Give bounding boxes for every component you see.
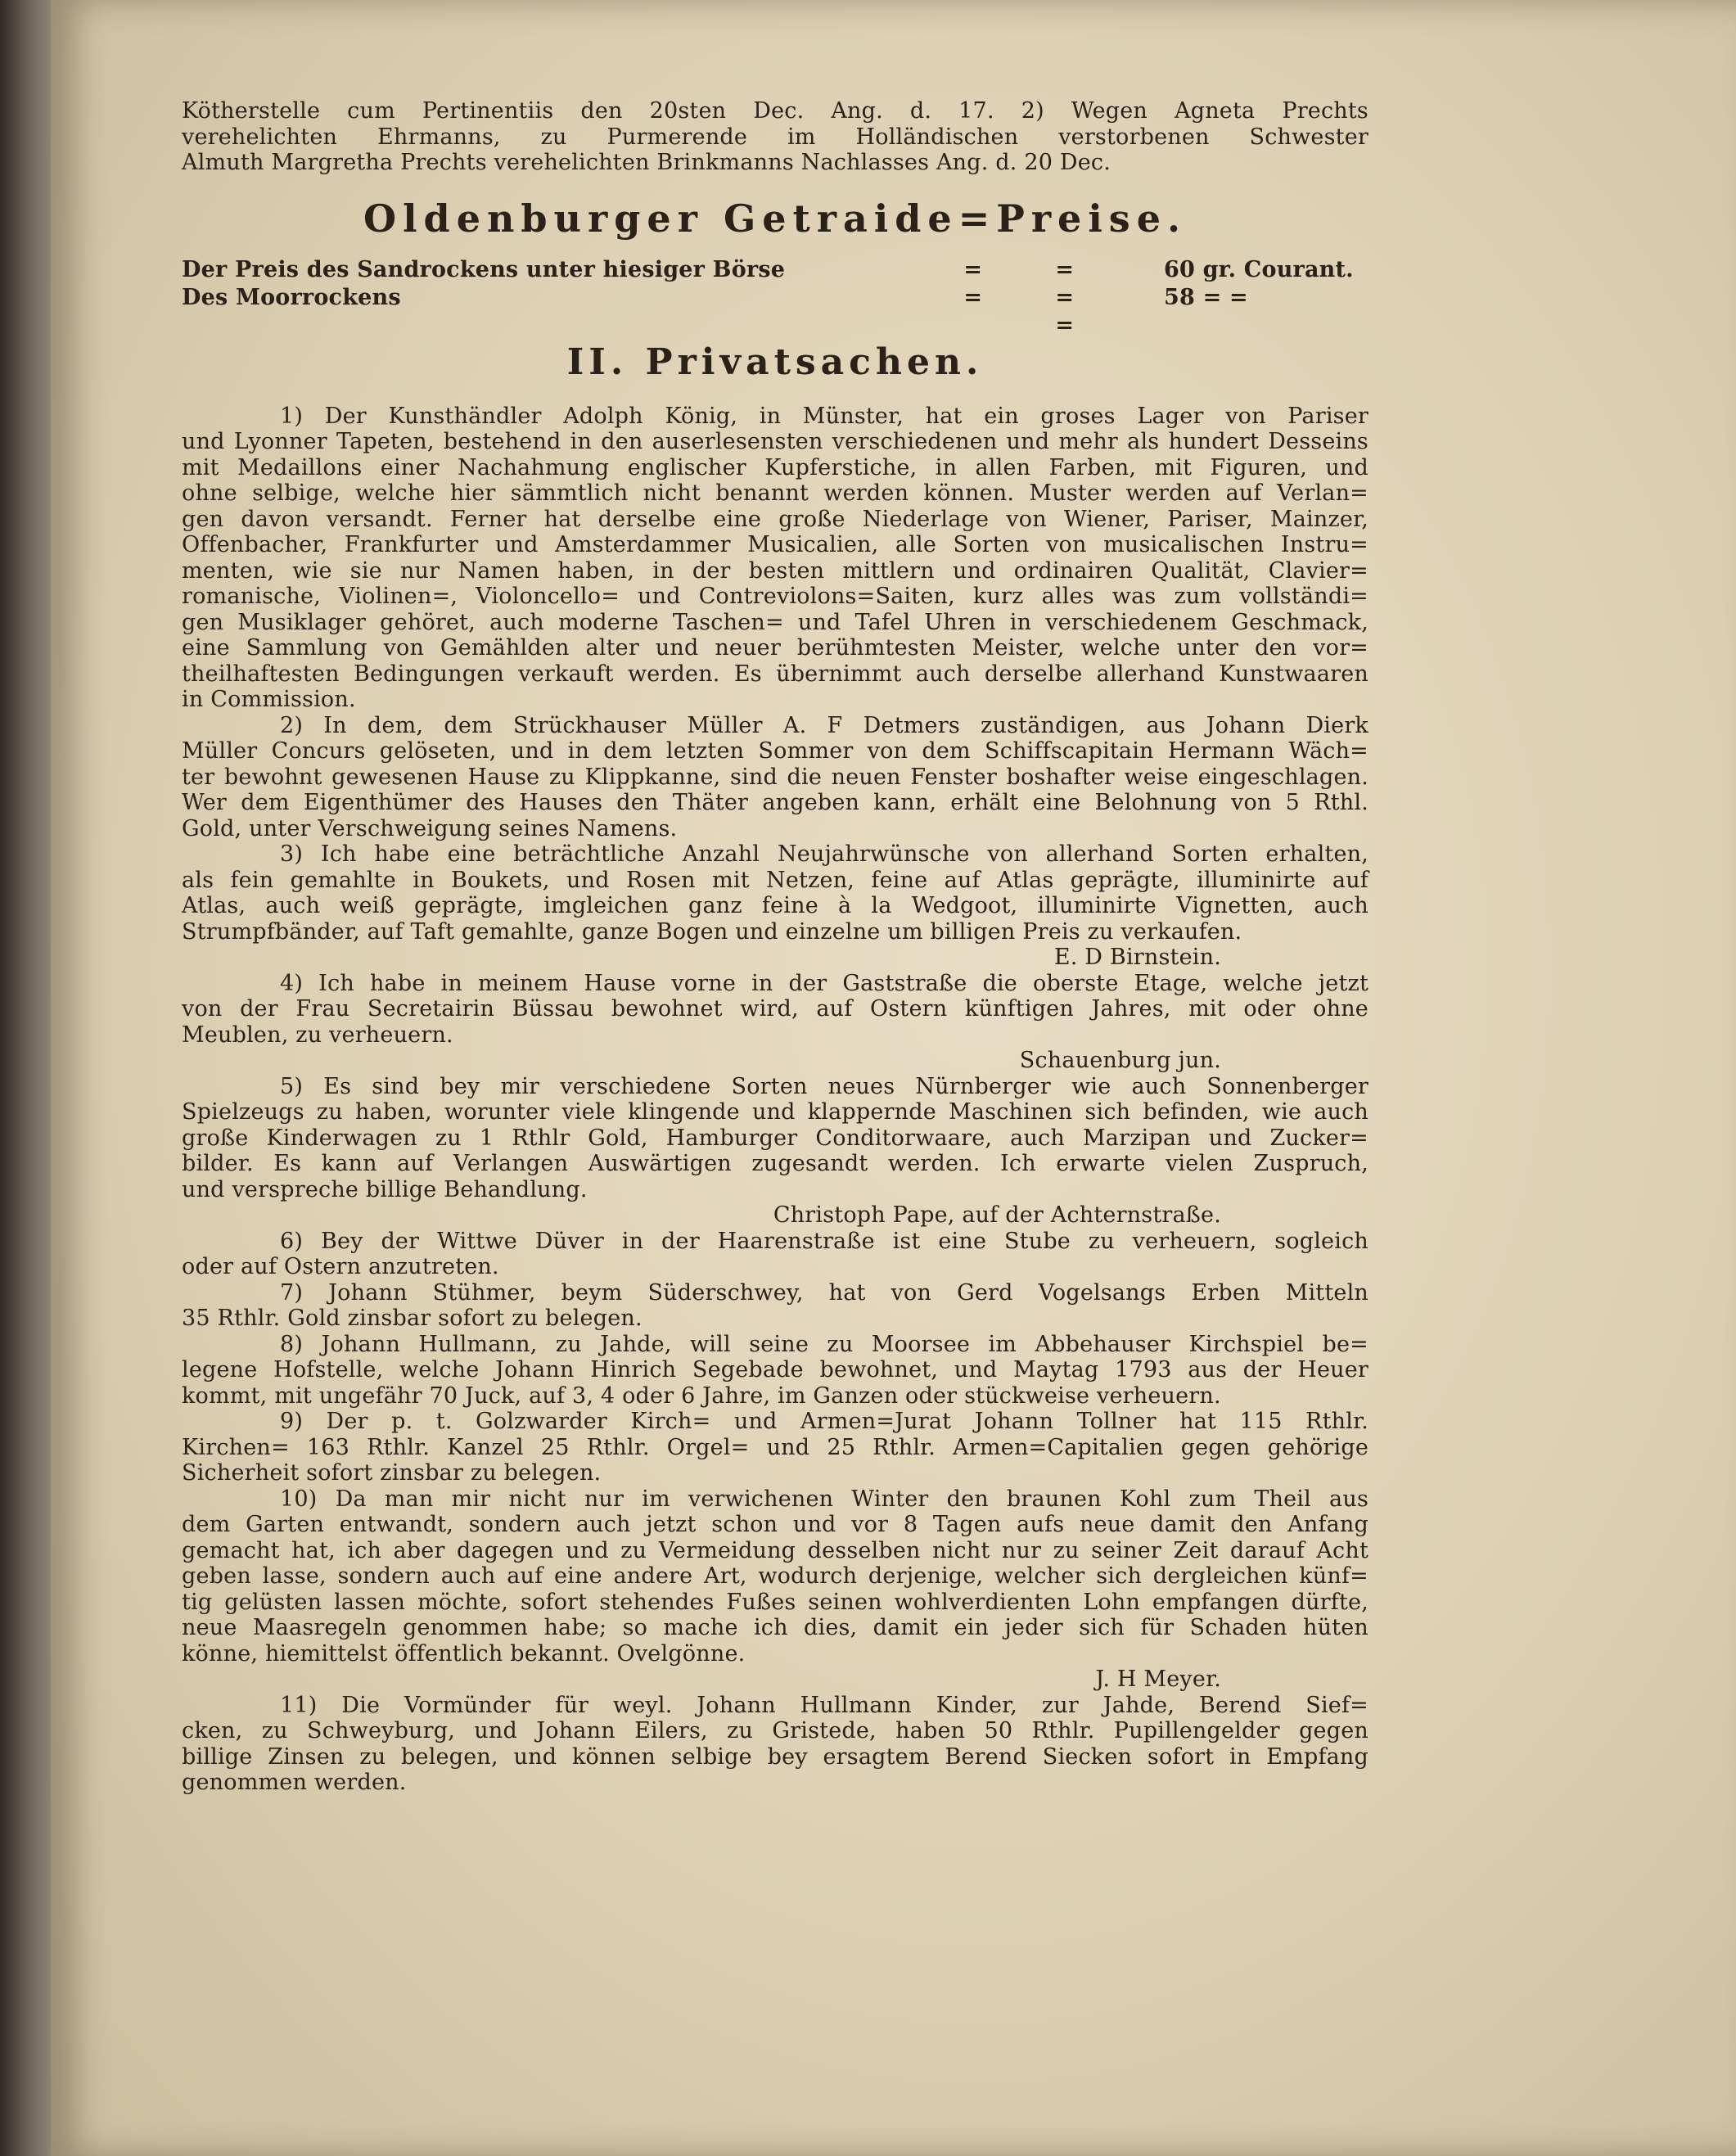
notice-line: 6) Bey der Wittwe Düver in der Haarenstraße ist eine Stube zu verheuern, sogleich — [280, 1228, 1369, 1254]
notice-line: und verspreche billige Behandlung. — [182, 1176, 588, 1202]
notice-line: eine Sammlung von Gemählden alter und neuer berühmtesten Meister, welche unter den vor= — [182, 635, 1369, 661]
notice-line: Meublen, zu verheuern. — [182, 1022, 453, 1048]
notice-paragraph — [182, 1229, 1369, 1280]
notice-line: gen davon versandt. Ferner hat derselbe eine große Niederlage von Wiener, Pariser, Mainzer, — [182, 506, 1369, 532]
grain-prices-heading: Oldenburger Getraide=Preise. — [363, 196, 1187, 241]
top-line: Almuth Margretha Prechts verehelichten Brinkmanns Nachlasses Ang. d. 20 Dec. — [182, 150, 1111, 175]
notice-line: 9) Der p. t. Golzwarder Kirch= und Armen=Jurat Johann Tollner hat 115 Rthlr. — [280, 1409, 1369, 1434]
price-value: 60 gr. Courant. — [1164, 256, 1354, 282]
notice-line: Sicherheit sofort zinsbar zu belegen. — [182, 1460, 602, 1486]
notice-line: 35 Rthlr. Gold zinsbar sofort zu belegen. — [182, 1306, 643, 1331]
notice-line: Strumpfbänder, auf Taft gemahlte, ganze Bogen und einzelne um billigen Preis zu verkaufen. — [182, 918, 1242, 945]
notice-line: tig gelüsten lassen möchte, sofort stehendes Fußes seinen wohlverdienten Lohn empfangen dürfte, — [182, 1589, 1369, 1615]
notice-paragraph — [182, 1074, 1369, 1229]
notice-line: genommen werden. — [182, 1770, 407, 1795]
notice-line: legene Hofstelle, welche Johann Hinrich Segebade bewohnet, und Maytag 1793 aus der Heuer — [182, 1357, 1369, 1382]
notice-line: kommt, mit ungefähr 70 Juck, auf 3, 4 oder 6 Jahre, im Ganzen oder stückweise verheuern. — [182, 1382, 1221, 1409]
notice-line: Gold, unter Verschweigung seines Namens. — [182, 815, 678, 841]
price-label: Der Preis des Sandrockens unter hiesiger Börse — [182, 256, 786, 282]
notice-line: cken, zu Schweyburg, und Johann Eilers, zu Gristede, haben 50 Rthlr. Pupillengelder gegen — [182, 1718, 1369, 1743]
notice-line: billige Zinsen zu belegen, und können selbige bey ersagtem Berend Siecken sofort in Empfang — [182, 1743, 1369, 1770]
notice-line: könne, hiemittelst öffentlich bekannt. Ovelgönne. — [182, 1640, 746, 1667]
notice-line: Wer dem Eigenthümer des Hauses den Thäter angeben kann, erhält eine Belohnung von 5 Rthl. — [182, 790, 1369, 815]
notice-paragraph — [182, 1280, 1369, 1332]
notice-line: Kirchen= 163 Rthlr. Kanzel 25 Rthlr. Orgel= und 25 Rthlr. Armen=Capitalien gegen gehörige — [182, 1434, 1369, 1460]
notice-paragraph — [182, 971, 1369, 1074]
ditto-marks: = = = — [963, 284, 1107, 338]
price-row — [182, 284, 1369, 338]
notice-line: gen Musiklager gehöret, auch moderne Taschen= und Tafel Uhren in verschiedenem Geschmack, — [182, 609, 1369, 635]
document-page — [51, 0, 1736, 2156]
notice-signature: E. D Birnstein. — [1053, 945, 1221, 970]
notice-line: 1) Der Kunsthändler Adolph König, in Münster, hat ein groses Lager von Pariser — [280, 403, 1369, 429]
notice-line: oder auf Ostern anzutreten. — [182, 1254, 499, 1279]
notice-paragraph — [182, 1693, 1369, 1796]
price-value: 58 = = — [1164, 284, 1248, 310]
notice-line: Offenbacher, Frankfurter und Amsterdammer Musicalien, alle Sorten von musicalischen Instru= — [182, 532, 1369, 557]
notice-line: gemacht hat, ich aber dagegen und zu Vermeidung desselben nicht nur zu seiner Zeit darauf Acht — [182, 1537, 1369, 1563]
notice-paragraph — [182, 1332, 1369, 1410]
notice-line: 11) Die Vormünder für weyl. Johann Hullmann Kinder, zur Jahde, Berend Sief= — [280, 1692, 1369, 1718]
notice-line: mit Medaillons einer Nachahmung englischer Kupferstiche, in allen Farben, mit Figuren, und — [182, 454, 1369, 480]
notice-paragraph — [182, 1409, 1369, 1486]
notice-line: 8) Johann Hullmann, zu Jahde, will seine zu Moorsee im Abbehauser Kirchspiel be= — [280, 1331, 1369, 1357]
notice-line: 7) Johann Stühmer, beym Süderschwey, hat von Gerd Vogelsangs Erben Mitteln — [280, 1279, 1369, 1306]
top-line: verehelichten Ehrmanns, zu Purmerende im Holländischen verstorbenen Schwester — [182, 124, 1369, 150]
notice-line: als fein gemahlte in Boukets, und Rosen mit Netzen, feine auf Atlas geprägte, illuminirte auf — [182, 867, 1369, 893]
notice-line: ohne selbige, welche hier sämmtlich nicht benannt werden können. Muster werden auf Verlan= — [182, 480, 1369, 506]
price-row — [182, 256, 1369, 284]
price-table — [182, 256, 1369, 338]
notice-line: Atlas, auch weiß geprägte, imgleichen ganz feine à la Wedgoot, illuminirte Vignetten, auch — [182, 893, 1369, 918]
notices — [182, 404, 1369, 1796]
notice-paragraph — [182, 713, 1369, 842]
notice-line: menten, wie sie nur Namen haben, in der besten mittlern und ordinairen Qualität, Clavier= — [182, 557, 1369, 584]
book-binding — [0, 0, 51, 2156]
notice-line: Spielzeugs zu haben, worunter viele klingende und klappernde Maschinen sich befinden, wie auch — [182, 1099, 1369, 1125]
notice-line: 5) Es sind bey mir verschiedene Sorten neues Nürnberger wie auch Sonnenberger — [280, 1073, 1369, 1099]
notice-paragraph — [182, 1486, 1369, 1693]
notice-line: neue Maasregeln genommen habe; so mache ich dies, damit ein jeder sich für Schaden hüten — [182, 1615, 1369, 1640]
private-matters-heading: II. Privatsachen. — [566, 341, 984, 383]
notice-line: und Lyonner Tapeten, bestehend in den auserlesensten verschiedenen und mehr als hundert Desseins — [182, 429, 1369, 454]
notice-line: bilder. Es kann auf Verlangen Auswärtigen zugesandt werden. Ich erwarte vielen Zuspruch, — [182, 1151, 1369, 1176]
top-line: Kötherstelle cum Pertinentiis den 20sten Dec. Ang. d. 17. 2) Wegen Agneta Prechts — [182, 98, 1369, 124]
notice-line: dem Garten entwandt, sondern auch jetzt schon und vor 8 Tagen aufs neue damit den Anfang — [182, 1512, 1369, 1537]
top-notice — [182, 98, 1369, 176]
notice-line: 3) Ich habe eine beträchtliche Anzahl Neujahrwünsche von allerhand Sorten erhalten, — [280, 841, 1369, 867]
notice-line: geben lasse, sondern auch auf eine andere Art, wodurch derjenige, welcher sich dergleichen künf= — [182, 1563, 1369, 1589]
page-text — [182, 98, 1369, 1796]
notice-paragraph — [182, 841, 1369, 971]
notice-line: in Commission. — [182, 687, 356, 712]
notice-line: 2) In dem, dem Strückhauser Müller A. F Detmers zuständigen, aus Johann Dierk — [280, 712, 1369, 738]
notice-signature: Christoph Pape, auf der Achternstraße. — [773, 1202, 1221, 1228]
notice-line: von der Frau Secretairin Büssau bewohnet wird, auf Ostern künftigen Jahres, mit oder ohne — [182, 996, 1369, 1022]
notice-line: große Kinderwagen zu 1 Rthlr Gold, Hamburger Conditorwaare, auch Marzipan und Zucker= — [182, 1125, 1369, 1151]
notice-signature: J. H Meyer. — [1095, 1667, 1221, 1692]
ditto-marks: = = — [963, 256, 1107, 282]
notice-line: 4) Ich habe in meinem Hause vorne in der Gaststraße die oberste Etage, welche jetzt — [280, 970, 1369, 996]
notice-line: theilhaftesten Bedingungen verkauft werden. Es übernimmt auch derselbe allerhand Kunstwaaren — [182, 661, 1369, 687]
notice-signature: Schauenburg jun. — [1019, 1048, 1221, 1073]
notice-line: ter bewohnt gewesenen Hause zu Klippkanne, sind die neuen Fenster boshafter weise eingeschlagen. — [182, 764, 1369, 790]
price-label: Des Moorrockens — [182, 284, 401, 310]
notice-line: romanische, Violinen=, Violoncello= und Contreviolons=Saiten, kurz alles was zum vollständi= — [182, 584, 1369, 609]
notice-paragraph — [182, 404, 1369, 713]
notice-line: 10) Da man mir nicht nur im verwichenen Winter den braunen Kohl zum Theil aus — [280, 1486, 1369, 1512]
notice-line: Müller Concurs gelöseten, und in dem letzten Sommer von dem Schiffscapitain Hermann Wäch= — [182, 738, 1369, 764]
